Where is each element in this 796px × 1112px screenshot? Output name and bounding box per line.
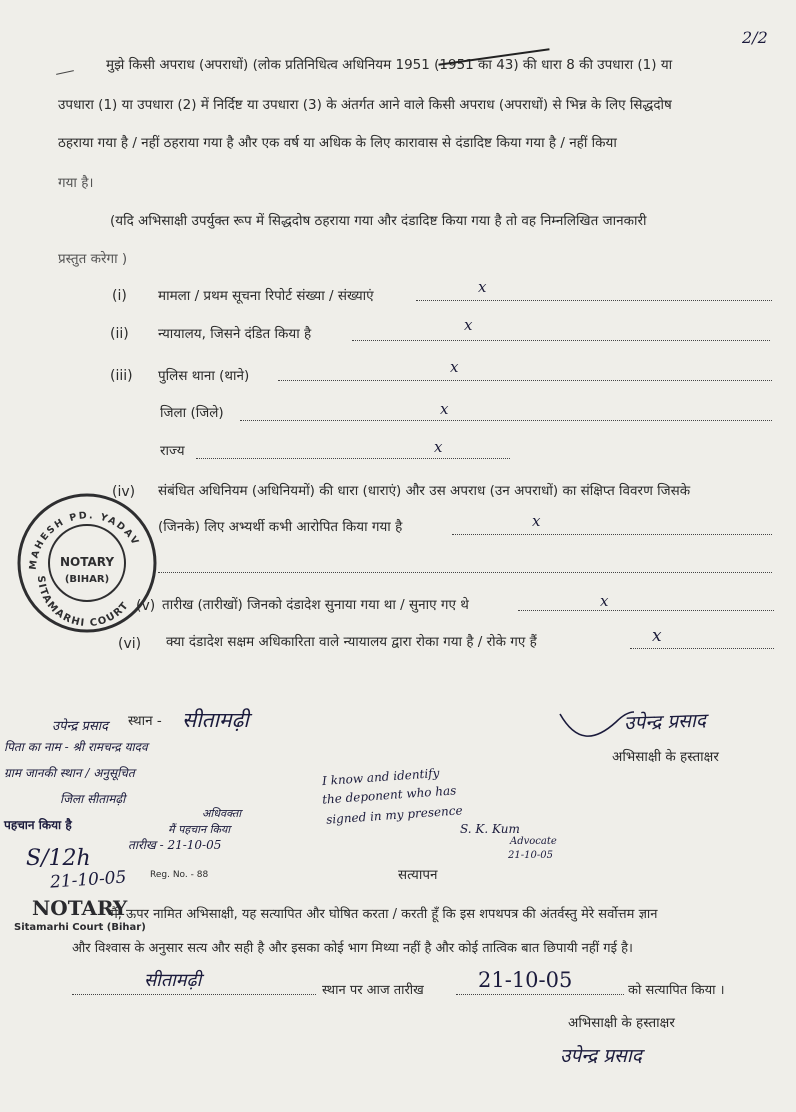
para2-line1: (यदि अभिसाक्षी उपर्युक्त रूप में सिद्धदोष ठहराया गया और दंडादिष्ट किया गया है तो वह निम्नलिखित जानकारी (110, 213, 647, 229)
item-vi-number: (vi) (118, 636, 142, 652)
item-vi-label: क्या दंडादेश सक्षम अधिकारिता वाले न्यायालय द्वारा रोका गया है / रोके गए हैं (166, 634, 537, 650)
item-i-number: (i) (112, 288, 127, 304)
item-vi-blank (630, 648, 774, 649)
item-iv-mark: x (532, 512, 541, 530)
verification-signature: उपेन्द्र प्रसाद (560, 1045, 642, 1067)
para1-line1: मुझे किसी अपराध (अपराधों) (लोक प्रतिनिधित्व अधिनियम 1951 (1951 का 43) की धारा 8 की उपधारा (1) या (106, 57, 673, 73)
district-blank (240, 420, 772, 421)
item-i-blank (416, 300, 772, 301)
item-v-label: तारीख (तारीखों) जिनको दंडादेश सुनाया गया था / सुनाए गए थे (162, 597, 469, 613)
item-iv-blank1 (452, 534, 772, 535)
item-v-number: (v) (136, 598, 156, 614)
district-mark: x (440, 400, 449, 418)
hand-line-5: पहचान किया है (4, 818, 72, 832)
item-i-label: मामला / प्रथम सूचना रिपोर्ट संख्या / संख्याएं (158, 288, 374, 304)
advocate-note-line3: signed in my presence (325, 803, 464, 827)
advocate-note-line2: the deponent who has (321, 783, 457, 807)
item-iii-mark: x (450, 358, 459, 376)
item-iv-line1: संबंधित अधिनियम (अधिनियमों) की धारा (धाराएं) और उस अपराध (उन अपराधों) का संक्षिप्त विवरण जिसके (158, 483, 691, 499)
seal-small: Reg. No. - 88 (150, 870, 209, 880)
para1-line2: उपधारा (1) या उपधारा (2) में निर्दिष्ट या उपधारा (3) के अंतर्गत आने वाले किसी अपराध (अपराधों) से भिन्न के लिए सिद्धदोष (58, 97, 672, 113)
verification-heading: सत्यापन (398, 867, 438, 883)
district-label: जिला (जिले) (160, 405, 224, 421)
item-v-mark: x (600, 592, 609, 610)
state-blank (196, 458, 510, 459)
item-ii-mark: x (464, 316, 473, 334)
advocate-note-line1: I know and identify (321, 765, 440, 789)
para1-line3: ठहराया गया है / नहीं ठहराया गया है और एक वर्ष या अधिक के लिए कारावास से दंडादिष्ट किया गया है / नहीं किया (58, 135, 617, 151)
notary-round-stamp (14, 490, 160, 636)
verification-sign-label: अभिसाक्षी के हस्ताक्षर (568, 1015, 675, 1031)
deponent-signature-top: उपेन्द्र प्रसाद (623, 709, 707, 735)
para1-line4: गया है। (58, 175, 94, 191)
notary-stamp-text: NOTARY (32, 896, 128, 920)
place-hand: सीतामढ़ी (182, 708, 249, 732)
item-v-blank (518, 610, 774, 611)
dash-mark (56, 70, 74, 75)
item-iii-label: पुलिस थाना (थाने) (158, 368, 250, 384)
advocate-title: Advocate (510, 836, 557, 847)
ident-right-2: मैं पहचान किया (168, 823, 231, 836)
hand-line-4: जिला सीतामढ़ी (60, 792, 126, 806)
notary-court-text: Sitamarhi Court (Bihar) (14, 922, 146, 933)
verification-line2: और विश्वास के अनुसार सत्य और सही है और इसका कोई भाग मिथ्या नहीं है और कोई तात्विक बात छिपायी नहीं गई है। (72, 941, 633, 956)
item-i-mark: x (478, 278, 487, 296)
ident-right: अधिवक्ता (202, 807, 242, 820)
verification-place-text: स्थान पर आज तारीख (322, 983, 424, 998)
signature-flourish (556, 704, 636, 744)
stamp-arc-bottom: SITAMARHI COURT (34, 575, 132, 630)
stamp-state-text: (BIHAR) (64, 574, 110, 585)
hand-line-2: पिता का नाम - श्री रामचन्द्र यादव (4, 740, 148, 754)
item-iii-number: (iii) (110, 368, 133, 384)
item-ii-number: (ii) (110, 326, 129, 342)
advocate-sign: S. K. Kum (460, 822, 520, 836)
advocate-date: 21-10-05 (508, 850, 553, 861)
signature-left: S/12h (26, 846, 91, 871)
hand-line-1: उपेन्द्र प्रसाद (52, 719, 109, 734)
state-label: राज्य (160, 443, 185, 459)
deponent-signature-label-top: अभिसाक्षी के हस्ताक्षर (612, 749, 719, 765)
stamp-center-text: NOTARY (59, 555, 115, 569)
verification-place-blank (72, 994, 316, 995)
verification-date-blank (456, 994, 624, 995)
verification-line1: मैं, ऊपर नामित अभिसाक्षी, यह सत्यापित और घोषित करता / करती हूँ कि इस शपथपत्र की अंतर्वस्तु मेरे सर्वोत्तम ज्ञान (110, 907, 658, 922)
item-iv-line2: (जिनके) लिए अभ्यर्थी कभी आरोपित किया गया है (158, 519, 403, 535)
item-vi-mark: x (652, 626, 662, 646)
hand-line-3: ग्राम जानकी स्थान / अनुसूचित (4, 766, 135, 780)
item-iv-number: (iv) (112, 484, 136, 500)
place-prefix: स्थान - (128, 713, 162, 729)
state-mark: x (434, 438, 443, 456)
verification-place-hand: सीतामढ़ी (144, 970, 202, 991)
para2-line2: प्रस्तुत करेगा ) (58, 251, 128, 267)
verification-verified-text: को सत्यापित किया । (628, 983, 725, 998)
stamp-arc-top: MAHESH PD. YADAV (27, 510, 142, 571)
item-ii-label: न्यायालय, जिसने दंडित किया है (158, 326, 312, 342)
page-number-mark: 2/2 (742, 28, 768, 47)
hand-line-6: तारीख - 21-10-05 (128, 838, 222, 852)
item-iii-blank (278, 380, 772, 381)
item-ii-blank (352, 340, 770, 341)
item-iv-blank2 (158, 572, 772, 573)
verification-date-hand: 21-10-05 (478, 968, 573, 992)
date-left: 21-10-05 (49, 867, 127, 893)
